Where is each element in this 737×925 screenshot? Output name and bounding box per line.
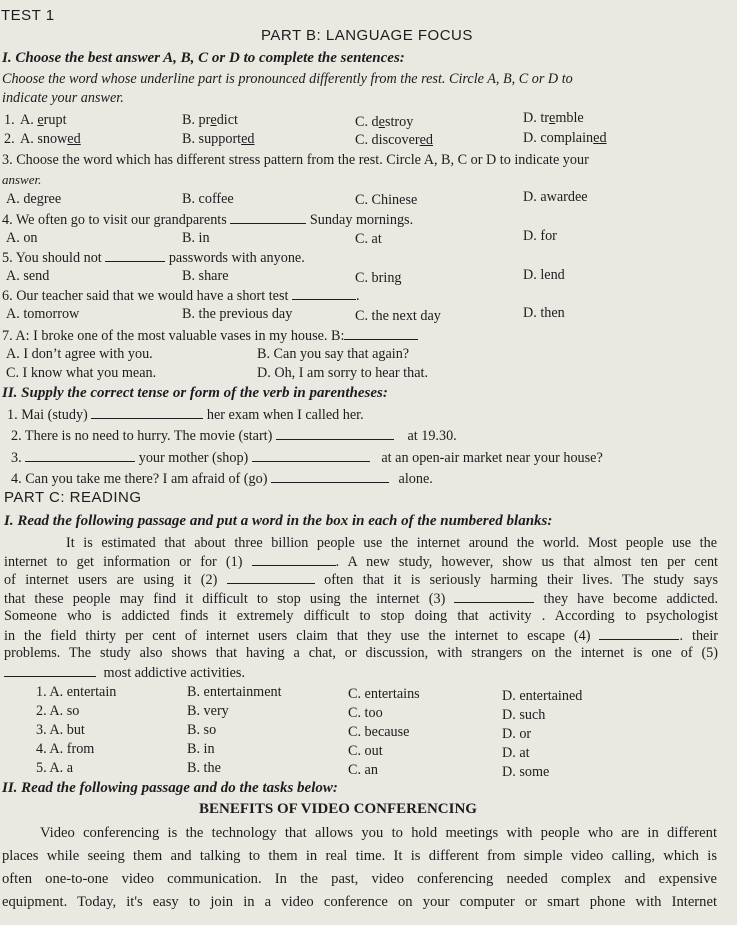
q1-number: 1. [4, 112, 15, 128]
q3-option-b[interactable]: B. coffee [182, 191, 234, 207]
q6-option-b[interactable]: B. the previous day [182, 306, 293, 322]
passage-line4: equipment. Today, it's easy to join in a video conference on your computer or smart phone with Internet [2, 894, 717, 910]
q6-option-a[interactable]: A. tomorrow [6, 306, 80, 322]
passage-title: BENEFITS OF VIDEO CONFERENCING [199, 801, 477, 817]
q2-option-b[interactable]: B. supported [182, 131, 255, 147]
q5-stem: 5. You should not passwords with anyone. [2, 250, 305, 266]
q7-option-b[interactable]: B. Can you say that again? [257, 346, 410, 362]
q7-option-a[interactable]: A. I don’t agree with you. [6, 346, 153, 362]
r1-option-a[interactable]: 1. A. entertain [36, 684, 117, 700]
verb-q2-blank[interactable] [276, 427, 394, 440]
r2-option-c[interactable]: C. too [348, 705, 383, 721]
q6-option-c[interactable]: C. the next day [355, 308, 441, 324]
r2-option-d[interactable]: D. such [502, 707, 546, 723]
reading1-line5: Someone who is addicted finds it extremely difficult to stop doing that activity . According to psychologist [4, 608, 718, 624]
part-b-title: PART B: LANGUAGE FOCUS [261, 27, 473, 44]
q7-stem: 7. A: I broke one of the most valuable vases in my house. B: [2, 327, 418, 345]
passage-line3: often one-to-one video communication. In the past, video conferencing needed complex and expensive [2, 871, 717, 887]
part-c-title: PART C: READING [4, 489, 142, 506]
q7-option-d[interactable]: D. Oh, I am sorry to hear that. [257, 365, 428, 381]
q1-option-a[interactable]: A. erupt [20, 112, 67, 128]
q3-stem-line1: 3. Choose the word which has different stress pattern from the rest. Circle A, B, C or D to indicate your [2, 152, 589, 168]
q5-option-a[interactable]: A. send [6, 268, 50, 284]
q3-option-c[interactable]: C. Chinese [355, 192, 418, 208]
r3-option-c[interactable]: C. because [348, 724, 410, 740]
q6-option-d[interactable]: D. then [523, 305, 565, 321]
q5-blank[interactable] [105, 249, 165, 262]
q1-option-d[interactable]: D. tremble [523, 110, 584, 126]
section1-heading: I. Choose the best answer A, B, C or D to complete the sentences: [2, 50, 405, 66]
reading1-line1: It is estimated that about three billion people use the internet around the world. Most people use the [66, 535, 717, 551]
r3-option-d[interactable]: D. or [502, 726, 532, 742]
q4-option-c[interactable]: C. at [355, 231, 382, 247]
verb-q3-blank-1[interactable] [25, 449, 135, 462]
r3-option-b[interactable]: B. so [187, 722, 217, 738]
reading2-heading: II. Read the following passage and do the tasks below: [2, 780, 338, 796]
section2-heading: II. Supply the correct tense or form of the verb in parentheses: [2, 385, 388, 401]
verb-q3: 3. your mother (shop) at an open-air market near your house? [11, 450, 603, 466]
reading-blank-4[interactable] [599, 627, 679, 640]
r5-option-b[interactable]: B. the [187, 760, 221, 776]
reading-blank-2[interactable] [227, 571, 315, 584]
q4-option-a[interactable]: A. on [6, 230, 38, 246]
r4-option-b[interactable]: B. in [187, 741, 215, 757]
q1-option-c[interactable]: C. destroy [355, 114, 414, 130]
q4-option-d[interactable]: D. for [523, 228, 557, 244]
q2-option-d[interactable]: D. complained [523, 130, 607, 146]
q4-blank[interactable] [230, 211, 306, 224]
reading-blank-5[interactable] [4, 664, 96, 677]
r5-option-c[interactable]: C. an [348, 762, 378, 778]
reading-blank-1[interactable] [252, 553, 336, 566]
r4-option-c[interactable]: C. out [348, 743, 383, 759]
q5-option-c[interactable]: C. bring [355, 270, 402, 286]
section1-instr-line1: Choose the word whose underline part is pronounced differently from the rest. Circle A, B, C or D to [2, 71, 573, 87]
q2-option-a[interactable]: A. snowed [20, 131, 81, 147]
r1-option-d[interactable]: D. entertained [502, 688, 583, 704]
r3-option-a[interactable]: 3. A. but [36, 722, 85, 738]
q7-option-c[interactable]: C. I know what you mean. [6, 365, 157, 381]
reading-blank-3[interactable] [454, 590, 534, 603]
q3-option-d[interactable]: D. awardee [523, 189, 588, 205]
q1-option-b[interactable]: B. predict [182, 112, 238, 128]
verb-q4: 4. Can you take me there? I am afraid of (go) alone. [11, 471, 433, 487]
r5-option-a[interactable]: 5. A. a [36, 760, 74, 776]
q2-number: 2. [4, 131, 15, 147]
r4-option-d[interactable]: D. at [502, 745, 530, 761]
reading1-line8: most addictive activities. [4, 664, 245, 682]
r2-option-b[interactable]: B. very [187, 703, 229, 719]
verb-q1: 1. Mai (study) her exam when I called her. [7, 407, 364, 423]
r1-option-b[interactable]: B. entertainment [187, 684, 282, 700]
passage-line2: places while seeing them and talking to them in real time. It is different from simple video calling, which is [2, 848, 717, 864]
q6-stem: 6. Our teacher said that we would have a short test . [2, 288, 360, 304]
q2-option-c[interactable]: C. discovered [355, 132, 434, 148]
test-title: TEST 1 [1, 7, 55, 24]
q5-option-d[interactable]: D. lend [523, 267, 565, 283]
r5-option-d[interactable]: D. some [502, 764, 550, 780]
q7-blank[interactable] [344, 327, 418, 340]
r4-option-a[interactable]: 4. A. from [36, 741, 95, 757]
verb-q4-blank[interactable] [271, 470, 389, 483]
q3-option-a[interactable]: A. degree [6, 191, 62, 207]
section1-instr-line2: indicate your answer. [2, 90, 124, 106]
passage-line1: Video conferencing is the technology that allows you to hold meetings with people who are in different [40, 825, 717, 841]
reading1-heading: I. Read the following passage and put a word in the box in each of the numbered blanks: [4, 513, 553, 529]
q4-stem: 4. We often go to visit our grandparents Sunday mornings. [2, 212, 414, 228]
reading1-line2: internet to get information or for (1) . A new study, however, show us that almost ten per cent [4, 554, 719, 570]
reading1-line3: of internet users are using it (2) often that it is seriously harming their lives. The study says [4, 572, 718, 588]
r2-option-a[interactable]: 2. A. so [36, 703, 80, 719]
verb-q2: 2. There is no need to hurry. The movie (start) at 19.30. [11, 428, 457, 444]
reading1-line7: problems. The study also shows that having a chat, or discussion, with strangers on the internet is one of (5) [4, 645, 718, 661]
verb-q3-blank-2[interactable] [252, 449, 370, 462]
verb-q1-blank[interactable] [91, 406, 203, 419]
reading1-line6: in the field thirty per cent of internet users claim that they use the internet to escape (4) . their [4, 628, 719, 644]
q5-option-b[interactable]: B. share [182, 268, 229, 284]
reading1-line4: that these people may find it difficult to stop using the internet (3) they have become addicted. [4, 591, 718, 607]
q3-stem-line2: answer. [2, 172, 42, 187]
q4-option-b[interactable]: B. in [182, 230, 210, 246]
r1-option-c[interactable]: C. entertains [348, 686, 420, 702]
q6-blank[interactable] [292, 287, 356, 300]
